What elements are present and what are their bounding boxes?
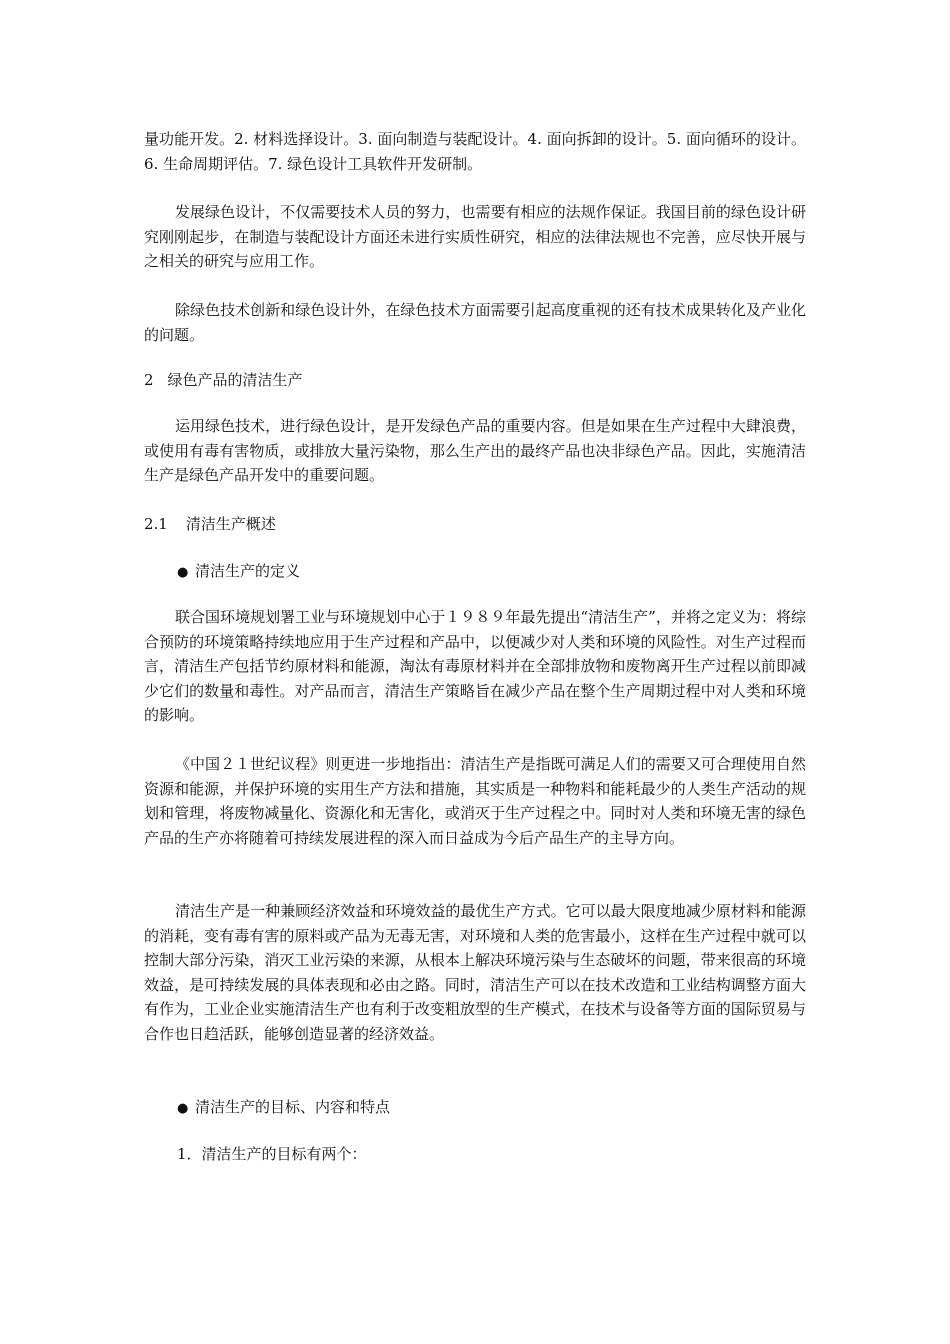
numbered-item-goals: 1．清洁生产的目标有两个：: [177, 1145, 367, 1163]
paragraph-cleaner-production-intro: 运用绿色技术，进行绿色设计，是开发绿色产品的重要内容。但是如果在生产过程中大肆浪费，或使用有毒有害物质，或排放大量污染物，那么生产出的最终产品也决非绿色产品。因此，实施清洁生产是绿色产品开发中的重要问题。: [144, 417, 806, 484]
paragraph-optimal-production: 清洁生产是一种兼顾经济效益和环境效益的最优生产方式。它可以最大限度地减少原材料和能源的消耗，变有毒有害的原料或产品为无毒无害，对环境和人类的危害最小，这样在生产过程中就可以控制大部分污染，消灭工业污染的来源，从根本上解决环境污染与生态破坏的问题，带来很高的环境效益，是可持续发展的具体表现和必由之路。同时，清洁生产可以在技术改造和工业结构调整方面大有作为，工业企业实施清洁生产也有利于改变粗放型的生产模式，在技术与设备等方面的国际贸易与合作也日趋活跃，能够创造显著的经济效益。: [144, 902, 806, 1043]
bullet-item-goals: [144, 1095, 806, 1122]
section-heading-2-1: [144, 512, 806, 537]
paragraph-design-list: 量功能开发。2. 材料选择设计。3. 面向制造与装配设计。4. 面向拆卸的设计。5. 面向循环的设计。6. 生命周期评估。7. 绿色设计工具软件开发研制。: [144, 130, 806, 173]
paragraph-unep-definition: 联合国环境规划署工业与环境规划中心于１９８９年最先提出“清洁生产”，并将之定义为：将综合预防的环境策略持续地应用于生产过程和产品中，以便减少对人类和环境的风险性。对生产过程而言，清洁生产包括节约原材料和能源，淘汰有毒原材料并在全部排放物和废物离开生产过程以前即减少它们的数量和毒性。对产品而言，清洁生产策略旨在减少产品在整个生产周期过程中对人类和环境的影响。: [144, 608, 806, 724]
paragraph-agenda-21: 《中国２１世纪议程》则更进一步地指出：清洁生产是指既可满足人们的需要又可合理使用自然资源和能源，并保护环境的实用生产方法和措施，其实质是一种物料和能耗最少的人类生产活动的规划和管理，将废物减量化、资源化和无害化，或消灭于生产过程之中。同时对人类和环境无害的绿色产品的生产亦将随着可持续发展进程的深入而日益成为今后产品生产的主导方向。: [144, 755, 806, 847]
bullet-label: 清洁生产的目标、内容和特点: [195, 1098, 391, 1116]
bullet-label: 清洁生产的定义: [195, 562, 301, 580]
bullet-item-definition: [144, 559, 806, 586]
section-title: 绿色产品的清洁生产: [167, 371, 303, 389]
paragraph-green-design-regulation: 发展绿色设计，不仅需要技术人员的努力，也需要有相应的法规作保证。我国目前的绿色设计研究刚刚起步，在制造与装配设计方面还未进行实质性研究，相应的法律法规也不完善，应尽快开展与之相关的研究与应用工作。: [144, 203, 806, 270]
section-heading-2: [144, 368, 806, 393]
subsection-title: 清洁生产概述: [185, 515, 276, 533]
bullet-dot-icon: ●: [177, 1101, 189, 1116]
bullet-dot-icon: ●: [177, 565, 189, 580]
subsection-number: 2.1: [144, 515, 168, 533]
paragraph-technology-transfer: 除绿色技术创新和绿色设计外，在绿色技术方面需要引起高度重视的还有技术成果转化及产业化的问题。: [144, 301, 806, 344]
section-number: 2: [144, 371, 154, 389]
